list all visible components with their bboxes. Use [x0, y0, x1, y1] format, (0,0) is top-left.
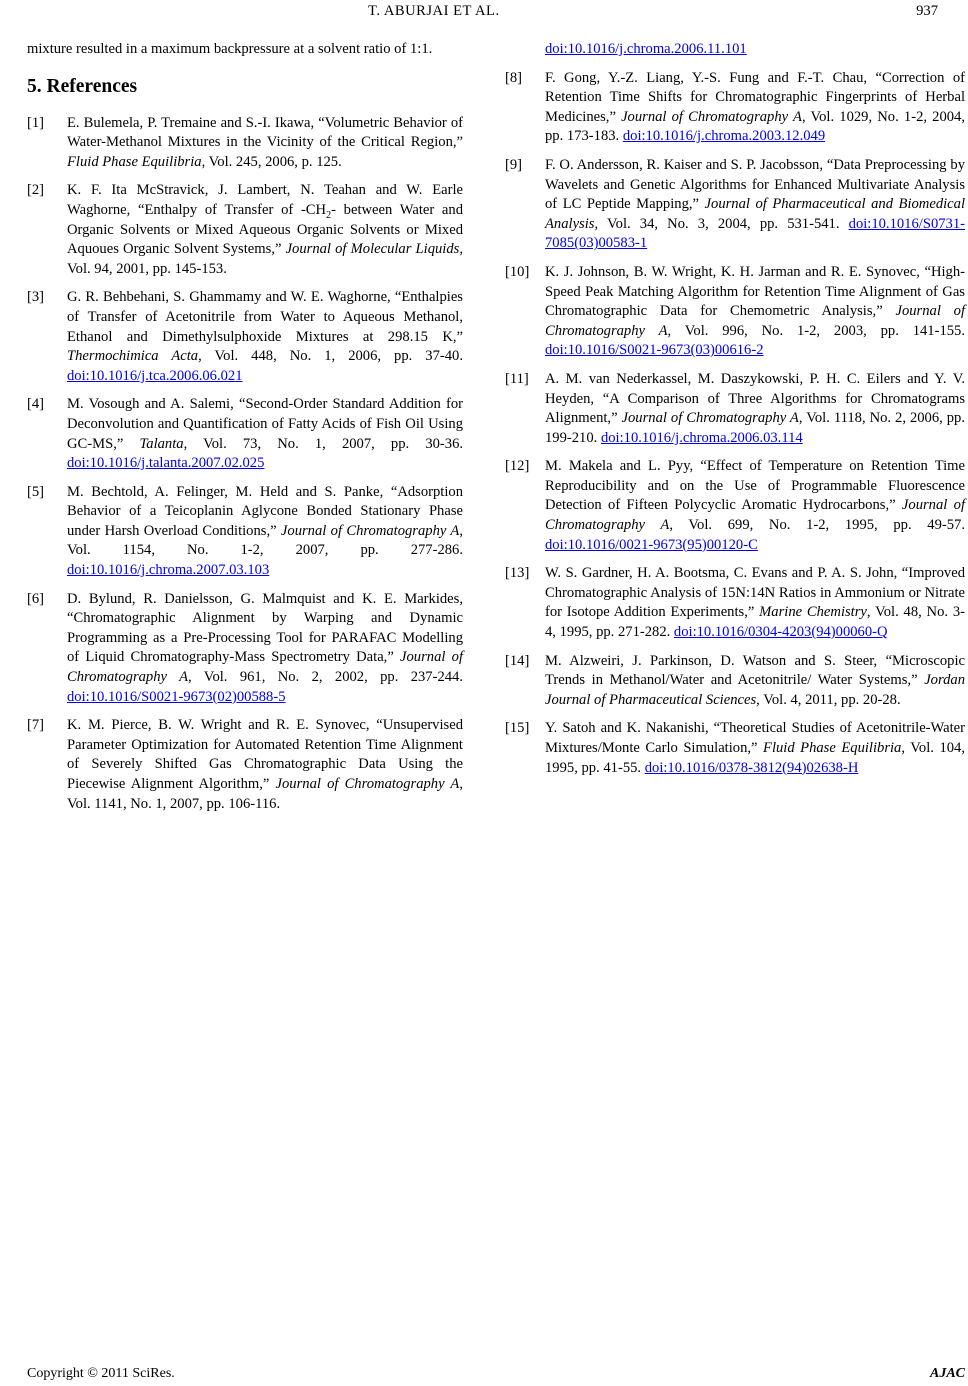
- journal-name: Journal of Chromatography A: [67, 649, 464, 686]
- reference-text: , Vol. 34, No. 3, 2004, pp. 531-541.: [594, 215, 849, 232]
- reference-text: , Vol. 104, 1995, pp. 41-55.: [545, 740, 965, 776]
- reference-item: [505, 69, 965, 147]
- reference-text: K. M. Pierce, B. W. Wright and R. E. Synovec, “Unsupervised Parameter Optimization for Automated Retention Time Alignment of Severely Shifted Gas Chromatographic Data Using the Piecewise Alignment Algorithm,”: [67, 717, 463, 792]
- reference-number: [2]: [27, 182, 45, 199]
- reference-text: , Vol. 1029, No. 1-2, 2004, pp. 173-183.: [545, 108, 965, 145]
- reference-item: [27, 483, 463, 581]
- reference-number: [14]: [505, 652, 530, 669]
- journal-name: Talanta: [139, 435, 184, 452]
- journal-name: Fluid Phase Equilibria: [763, 740, 902, 756]
- reference-text: G. R. Behbehani, S. Ghammamy and W. E. Waghorne, “Enthalpies of Transfer of Acetonitrile from Water to Aqueous Methanol, Ethanol and Dimethylsulphoxide Mixtures at 298.15 K,”: [67, 289, 463, 345]
- journal-name: Journal of Chromatography A: [621, 108, 802, 125]
- reference-number: [3]: [27, 289, 45, 306]
- reference-item: [505, 652, 965, 711]
- reference-list-right: [505, 69, 965, 779]
- reference-number: [15]: [505, 720, 530, 737]
- doi-link[interactable]: doi:10.1016/S0021-9673(02)00588-5: [67, 688, 286, 705]
- reference-text: M. Bechtold, A. Felinger, M. Held and S. Panke, “Adsorption Behavior of a Teicoplanin Aglycone Bonded Stationary Phase under Harsh Overload Conditions,”: [67, 483, 463, 539]
- reference-text: M. Alzweiri, J. Parkinson, D. Watson and S. Steer, “Microscopic Trends in Methanol/Water and Acetonitrile/ Water Systems,”: [545, 652, 965, 689]
- reference-number: [6]: [27, 590, 45, 607]
- doi-link[interactable]: doi:10.1016/0304-4203(94)00060-Q: [673, 624, 888, 641]
- right-column: [505, 40, 965, 787]
- continued-doi: [505, 40, 965, 60]
- journal-name: Fluid Phase Equilibria: [67, 153, 202, 170]
- reference-item: [27, 716, 463, 814]
- reference-item: [27, 395, 463, 473]
- reference-item: [27, 590, 463, 708]
- doi-link[interactable]: doi:10.1016/S0021-9673(03)00616-2: [545, 342, 764, 359]
- journal-abbrev: AJAC: [929, 1366, 965, 1381]
- running-title: T. ABURJAI ET AL.: [368, 3, 500, 19]
- reference-text: - between Water and Organic Solvents or Mixed Aqueous Organic Solvents or Mixed Aquoues Organic Solvent Systems,”: [67, 201, 463, 258]
- reference-number: [11]: [505, 370, 529, 387]
- reference-item: [505, 719, 965, 778]
- doi-link[interactable]: doi:10.1016/j.chroma.2006.03.114: [600, 429, 803, 446]
- reference-item: [505, 370, 965, 448]
- reference-number: [13]: [505, 565, 530, 582]
- journal-name: Journal of Chromatography A: [275, 776, 460, 792]
- journal-name: Journal of Chromatography A: [545, 303, 966, 339]
- reference-text: K. J. Johnson, B. W. Wright, K. H. Jarman and R. E. Synovec, “High-Speed Peak Matching Algorithm for Retention Time Alignment of Gas Chromatographic Data for Chemometric Analysis,”: [545, 263, 965, 320]
- reference-text: , Vol. 1118, No. 2, 2006, pp. 199-210.: [545, 410, 966, 446]
- reference-list-left: [27, 114, 463, 815]
- reference-number: [9]: [505, 156, 523, 173]
- journal-name: Journal of Molecular Liquids: [285, 241, 460, 258]
- reference-item: [505, 457, 965, 555]
- reference-number: [12]: [505, 458, 530, 475]
- reference-text: , Vol. 961, No. 2, 2002, pp. 237-244.: [188, 669, 464, 686]
- journal-name: Marine Chemistry: [759, 604, 867, 621]
- doi-link[interactable]: doi:10.1016/j.talanta.2007.02.025: [67, 455, 265, 472]
- reference-text: , Vol. 73, No. 1, 2007, pp. 30-36.: [183, 435, 464, 452]
- reference-text: M. Makela and L. Pyy, “Effect of Temperature on Retention Time Reproducibility and on the Use of Programmable Fluorescence Detection of Fifteen Polycyclic Aromatic Hydrocarbons,”: [545, 458, 965, 514]
- doi-link[interactable]: doi:10.1016/j.chroma.2006.11.101: [545, 41, 747, 57]
- reference-text: , Vol. 1141, No. 1, 2007, pp. 106-116.: [67, 776, 464, 812]
- reference-text: , Vol. 1154, No. 1-2, 2007, pp. 277-286.: [67, 522, 463, 559]
- reference-text: W. S. Gardner, H. A. Bootsma, C. Evans and P. A. S. John, “Improved Chromatographic Analysis of 15N:14N Ratios in Ammonium or Nitrate for Isotope Addition Experiments,”: [545, 565, 965, 621]
- journal-name: Journal of Chromatography A: [545, 497, 966, 534]
- reference-text: , Vol. 4, 2011, pp. 20-28.: [756, 691, 901, 708]
- doi-link[interactable]: doi:10.1016/j.chroma.2007.03.103: [67, 562, 270, 579]
- doi-link[interactable]: doi:10.1016/j.chroma.2003.12.049: [622, 128, 826, 145]
- reference-item: [27, 288, 463, 386]
- reference-text: F. O. Andersson, R. Kaiser and S. P. Jacobsson, “Data Preprocessing by Wavelets and Genetic Algorithms for Enhanced Multivariate Analysis of LC Peptide Mapping,”: [545, 156, 965, 213]
- reference-item: [27, 181, 463, 279]
- reference-text: D. Bylund, R. Danielsson, G. Malmquist and K. E. Markides, “Chromatographic Alignment by Warping and Dynamic Programming as a Pre-Processing Tool for PARAFAC Modelling of Liquid Chromatography-Mass Spectrometry Data,”: [67, 590, 463, 666]
- left-column: [27, 40, 463, 823]
- reference-text: , Vol. 245, 2006, p. 125.: [201, 153, 342, 170]
- doi-link[interactable]: doi:10.1016/j.tca.2006.06.021: [67, 367, 243, 384]
- doi-link[interactable]: doi:10.1016/0378-3812(94)02638-H: [644, 759, 859, 776]
- reference-number: [7]: [27, 717, 45, 734]
- copyright: Copyright © 2011 SciRes.: [27, 1366, 175, 1381]
- reference-text: , Vol. 94, 2001, pp. 145-153.: [67, 241, 463, 277]
- journal-name: Thermochimica Acta: [67, 348, 199, 365]
- reference-number: [5]: [27, 483, 45, 500]
- journal-name: Journal of Chromatography A: [280, 522, 460, 539]
- reference-number: [4]: [27, 396, 45, 413]
- reference-text: Y. Satoh and K. Nakanishi, “Theoretical Studies of Acetonitrile-Water Mixtures/Monte Carlo Simulation,”: [545, 720, 965, 756]
- doi-link[interactable]: doi:10.1016/S0731-7085(03)00583-1: [545, 215, 965, 252]
- reference-item: [27, 114, 463, 173]
- page-number: 937: [916, 3, 938, 19]
- reference-text: 2: [326, 209, 332, 221]
- journal-name: Journal of Pharmaceutical and Biomedical Analysis: [545, 196, 965, 232]
- reference-text: E. Bulemela, P. Tremaine and S.-I. Ikawa, “Volumetric Behavior of Water-Methanol Mixtures in the Vicinity of the Critical Region,”: [67, 114, 463, 151]
- section-heading: 5. References: [27, 75, 138, 97]
- reference-text: A. M. van Nederkassel, M. Daszykowski, P. H. C. Eilers and Y. V. Heyden, “A Comparison of Three Algorithms for Chromatograms Alignment,”: [545, 370, 965, 427]
- reference-item: [505, 156, 965, 254]
- reference-text: , Vol. 48, No. 3-4, 1995, pp. 271-282.: [545, 604, 965, 641]
- reference-item: [505, 564, 965, 642]
- journal-name: Jordan Journal of Pharmaceutical Sciences: [545, 672, 965, 708]
- doi-link[interactable]: doi:10.1016/0021-9673(95)00120-C: [545, 536, 758, 553]
- reference-text: F. Gong, Y.-Z. Liang, Y.-S. Fung and F.-T. Chau, “Correction of Retention Time Shifts for Chromatographic Fingerprints of Herbal Medicines,”: [545, 69, 965, 125]
- reference-number: [10]: [505, 263, 530, 280]
- page-footer: [27, 1364, 965, 1384]
- reference-number: [1]: [27, 114, 45, 131]
- reference-text: , Vol. 448, No. 1, 2006, pp. 37-40.: [198, 348, 464, 365]
- reference-text: M. Vosough and A. Salemi, “Second-Order Standard Addition for Deconvolution and Quantification of Fatty Acids of Fish Oil Using GC-MS,”: [67, 396, 463, 452]
- reference-text: , Vol. 996, No. 1-2, 2003, pp. 141-155.: [667, 322, 965, 339]
- reference-number: [8]: [505, 69, 523, 86]
- journal-name: Journal of Chromatography A: [621, 410, 799, 427]
- reference-item: [505, 263, 965, 361]
- reference-text: , Vol. 699, No. 1-2, 1995, pp. 49-57.: [669, 517, 965, 534]
- reference-text: K. F. Ita McStravick, J. Lambert, N. Teahan and W. Earle Waghorne, “Enthalpy of Transfer of -CH: [67, 182, 463, 218]
- intro-paragraph: mixture resulted in a maximum backpressure at a solvent ratio of 1:1.: [27, 41, 433, 57]
